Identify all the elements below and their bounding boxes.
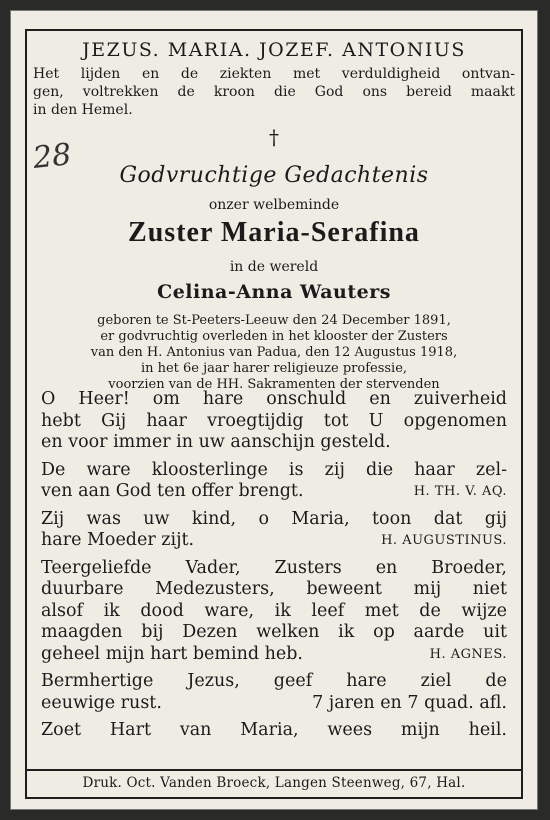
intro-line: in den Hemel. [33, 102, 133, 118]
prayer-line: maagden bij Dezen welken ik op aarde uit [41, 622, 507, 642]
prayer-source: H. AGNES. [429, 646, 507, 662]
bio-line: er godvruchtig overleden in het klooster der Zusters [100, 329, 448, 344]
prayer-line: Bermhertige Jezus, geef hare ziel de [41, 671, 507, 691]
intro-text [33, 65, 515, 119]
memorial-card [10, 10, 538, 810]
prayer-line: Zij was uw kind, o Maria, toon dat gij [41, 508, 507, 529]
bio-line: in het 6e jaar harer religieuze professie, [140, 361, 408, 376]
prayer-line: hebt Gij haar vroegtijdig tot U opgenomen [41, 410, 507, 431]
bio-line: van den H. Antonius van Padua, den 12 Augustus 1918, [90, 345, 458, 360]
cross-icon: † [269, 125, 279, 149]
bio-line: voorzien van de HH. Sakramenten der stervenden [108, 377, 440, 392]
intro-line: gen, voltrekken de kroon die God ons bereid maakt [33, 84, 515, 100]
prayer-line: Teergeliefde Vader, Zusters en Broeder, [41, 557, 507, 578]
prayer-text: eeuwige rust. [41, 692, 162, 713]
footer-divider [27, 769, 521, 771]
worldly-label: in de wereld [229, 259, 319, 275]
card-border [25, 29, 523, 799]
deceased-name: Zuster Maria-Serafina [128, 217, 420, 248]
biography [27, 313, 521, 393]
prayer-text: hare Moeder zijt. [41, 530, 195, 550]
prayer-line [41, 481, 507, 503]
prayer-line [41, 693, 507, 715]
birth-name: Celina-Anna Wauters [157, 281, 391, 303]
prayer-line: alsof ik dood ware, ik leef met de wijze [41, 600, 507, 621]
prayer-line: Zoet Hart van Maria, wees mijn heil. [41, 720, 507, 740]
prayer-line: duurbare Medezusters, beweent mij niet [41, 579, 507, 599]
prayer-line: De ware kloosterlinge is zij die haar zel- [41, 459, 507, 480]
subheading: onzer welbeminde [208, 197, 340, 213]
prayer-line [41, 530, 507, 552]
handwritten-number: 28 [31, 137, 73, 176]
prayer-source: H. TH. V. AQ. [413, 484, 507, 499]
bio-line: geboren te St-Peeters-Leeuw den 24 December 1891, [97, 313, 451, 328]
prayers [41, 389, 507, 742]
prayer-line: en voor immer in uw aanschijn gesteld. [41, 432, 391, 452]
printer-credit: Druk. Oct. Vanden Broeck, Langen Steenweg, 67, Hal. [82, 775, 466, 791]
intro-line: Het lijden en de ziekten met verduldigheid ontvan- [33, 66, 515, 82]
prayer-source: H. AUGUSTINUS. [381, 533, 507, 548]
prayer-text: ven aan God ten offer brengt. [41, 481, 304, 501]
indulgence-note: 7 jaren en 7 quad. afl. [312, 692, 507, 713]
prayer-text: geheel mijn hart bemind heb. [41, 643, 303, 664]
prayer-line [41, 644, 507, 666]
invocation: JEZUS. MARIA. JOZEF. ANTONIUS [82, 39, 466, 61]
heading: Godvruchtige Gedachtenis [119, 163, 429, 188]
prayer-line: O Heer! om hare onschuld en zuiverheid [41, 389, 507, 409]
